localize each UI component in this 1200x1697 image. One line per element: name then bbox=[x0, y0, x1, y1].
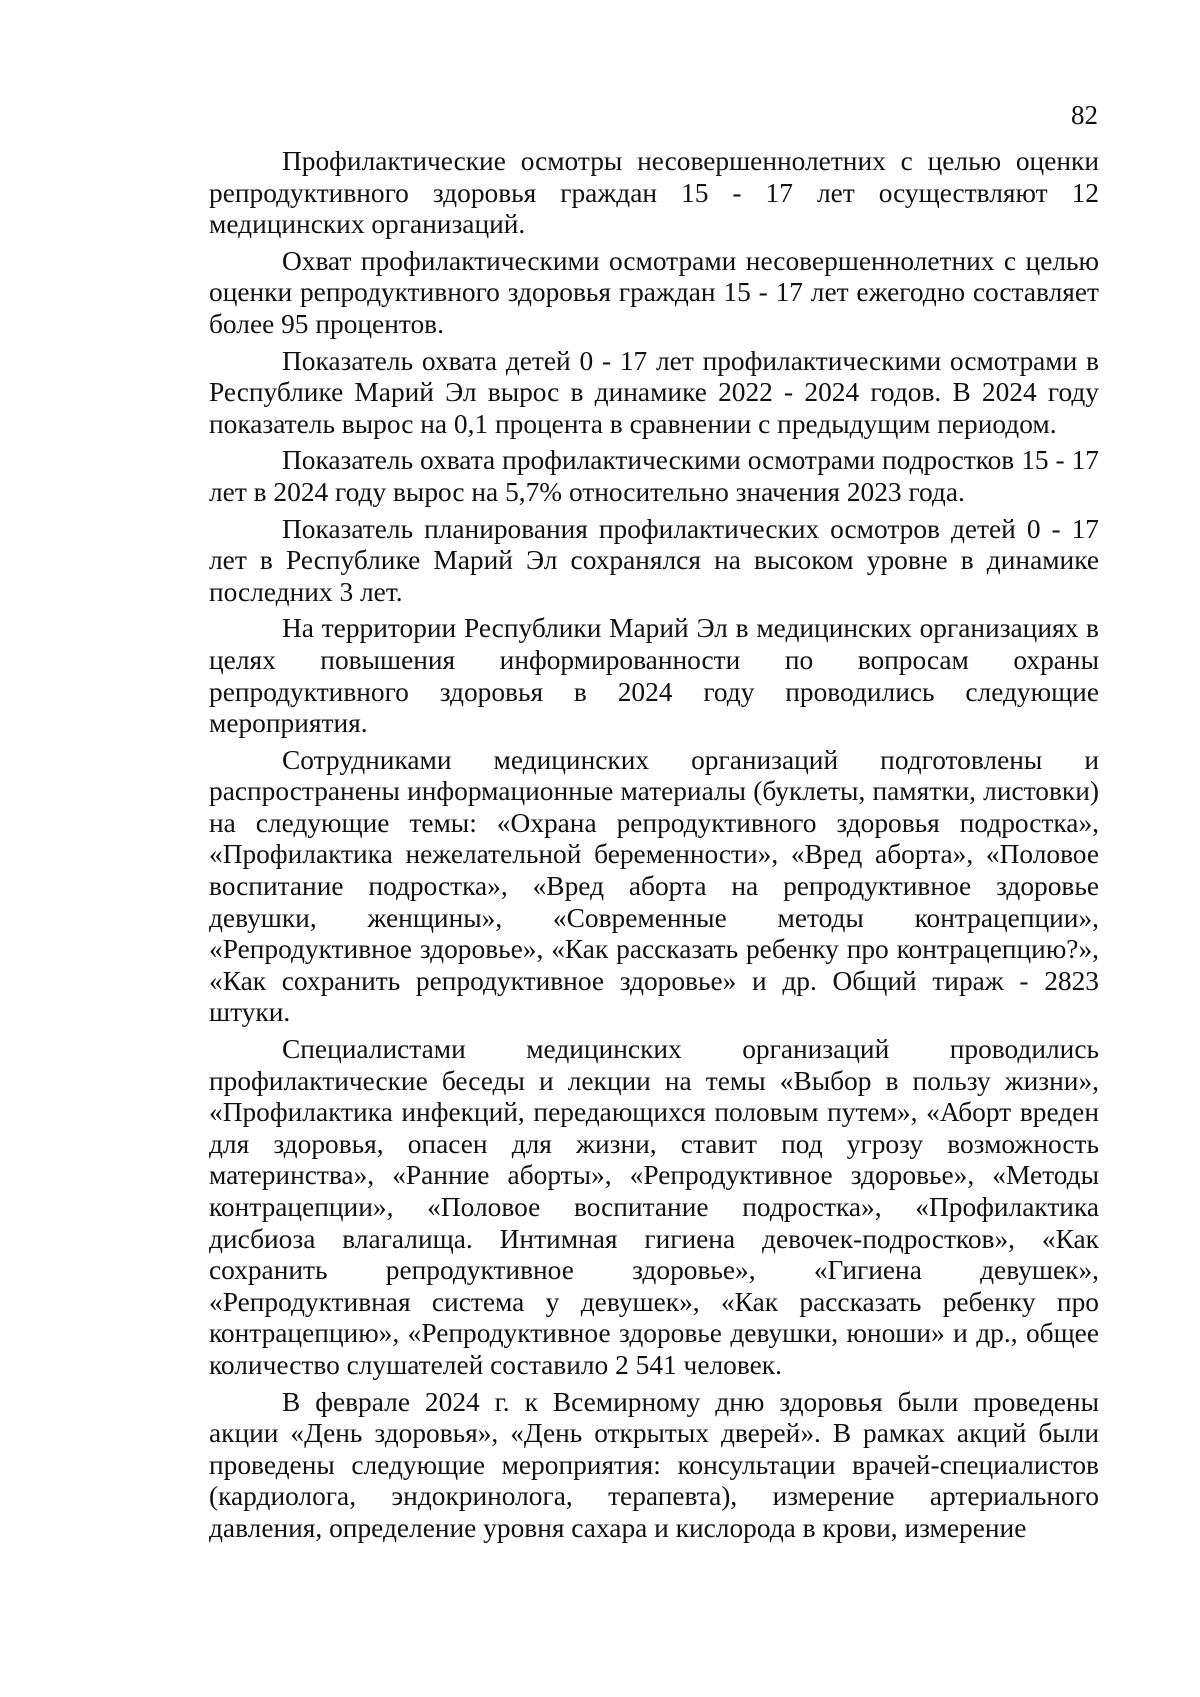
paragraph-6: На территории Республики Марий Эл в медицинских организациях в целях повышения информированности по вопросам охраны репродуктивного здоровья в 2024 году проводились следующие мероприятия. bbox=[209, 613, 1099, 739]
document-body bbox=[209, 146, 1099, 1550]
page-number: 82 bbox=[1071, 100, 1098, 130]
paragraph-8: Специалистами медицинских организаций проводились профилактические беседы и лекции на темы «Выбор в пользу жизни», «Профилактика инфекций, передающихся половым путем», «Аборт вреден для здоровья, опасен для жизни, ставит под угрозу возможность материнства», «Ранние аборты», «Репродуктивное здоровье», «Методы контрацепции», «Половое воспитание подростка», «Профилактика дисбиоза влагалища. Интимная гигиена девочек-подростков», «Как сохранить репродуктивное здоровье», «Гигиена девушек», «Репродуктивная система у девушек», «Как рассказать ребенку про контрацепцию», «Репродуктивное здоровье девушки, юноши» и др., общее количество слушателей составило 2 541 человек. bbox=[209, 1034, 1099, 1380]
paragraph-5: Показатель планирования профилактических осмотров детей 0 - 17 лет в Республике Марий Эл сохранялся на высоком уровне в динамике последних 3 лет. bbox=[209, 513, 1099, 607]
paragraph-1: Профилактические осмотры несовершеннолетних с целью оценки репродуктивного здоровья граждан 15 - 17 лет осуществляют 12 медицинских организаций. bbox=[209, 146, 1099, 240]
paragraph-4: Показатель охвата профилактическими осмотрами подростков 15 - 17 лет в 2024 году вырос на 5,7% относительно значения 2023 года. bbox=[209, 445, 1099, 507]
paragraph-7: Сотрудниками медицинских организаций подготовлены и распространены информационные материалы (буклеты, памятки, листовки) на следующие темы: «Охрана репродуктивного здоровья подростка», «Профилактика нежелательной беременности», «Вред аборта», «Половое воспитание подростка», «Вред аборта на репродуктивное здоровье девушки, женщины», «Современные методы контрацепции», «Репродуктивное здоровье», «Как рассказать ребенку про контрацепцию?», «Как сохранить репродуктивное здоровье» и др. Общий тираж - 2823 штуки. bbox=[209, 744, 1099, 1028]
paragraph-9: В феврале 2024 г. к Всемирному дню здоровья были проведены акции «День здоровья», «День открытых дверей». В рамках акций были проведены следующие мероприятия: консультации врачей-специалистов (кардиолога, эндокринолога, терапевта), измерение артериального давления, определение уровня сахара и кислорода в крови, измерение bbox=[209, 1386, 1099, 1543]
paragraph-2: Охват профилактическими осмотрами несовершеннолетних с целью оценки репродуктивного здоровья граждан 15 - 17 лет ежегодно составляет более 95 процентов. bbox=[209, 245, 1099, 339]
paragraph-3: Показатель охвата детей 0 - 17 лет профилактическими осмотрами в Республике Марий Эл вырос в динамике 2022 - 2024 годов. В 2024 году показатель вырос на 0,1 процента в сравнении с предыдущим периодом. bbox=[209, 345, 1099, 439]
